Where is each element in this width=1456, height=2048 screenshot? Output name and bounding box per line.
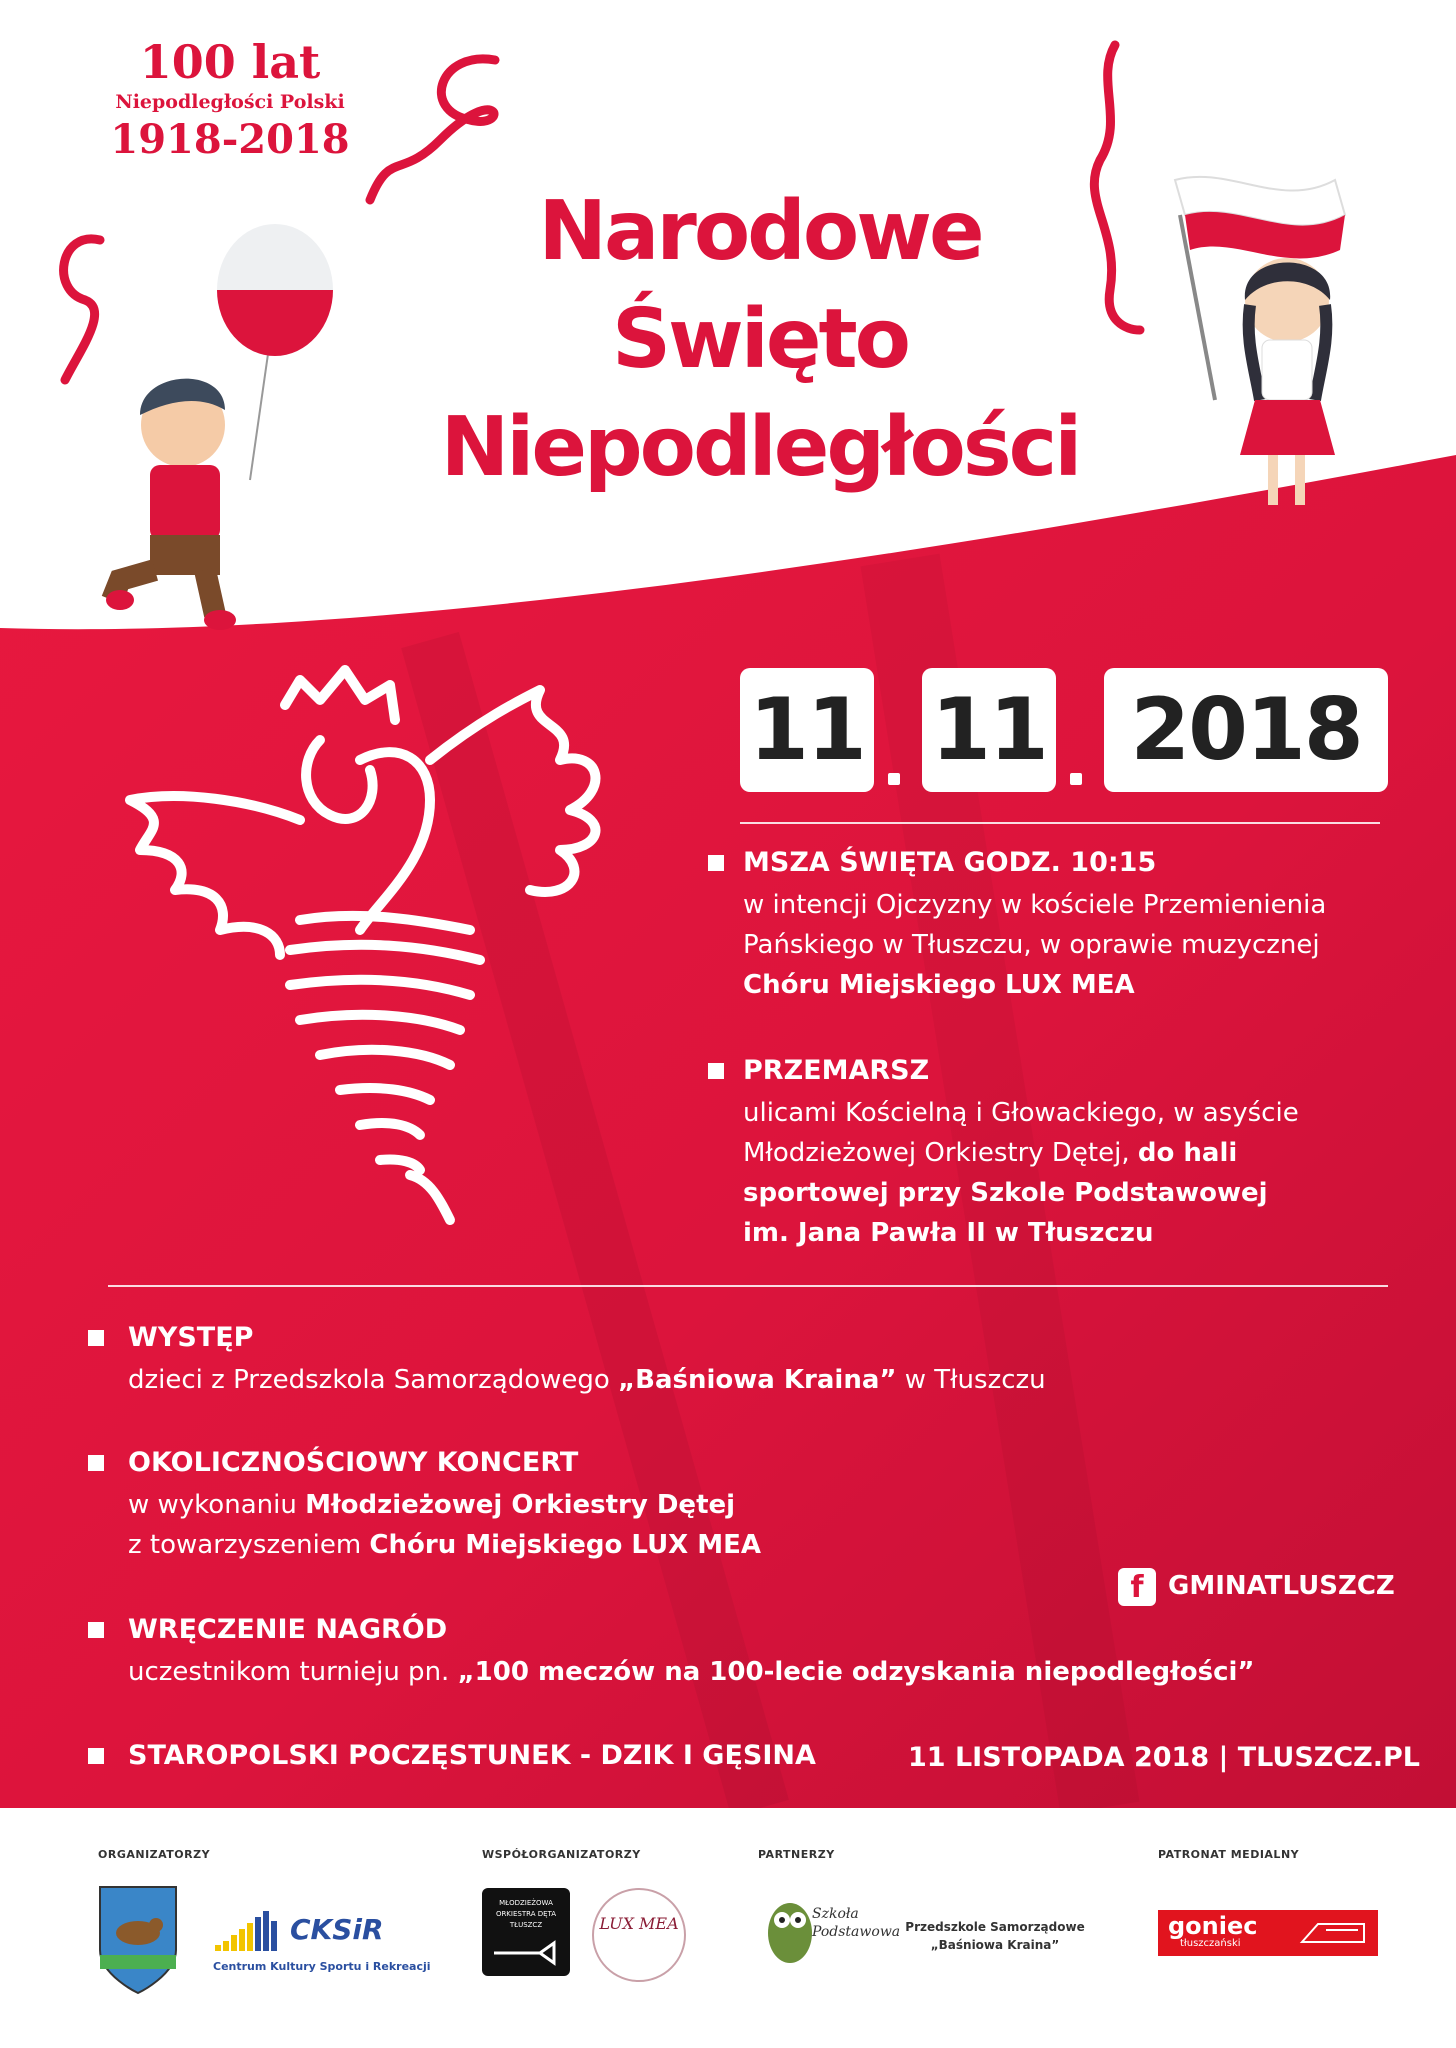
item-text-normal: z towarzyszeniem — [128, 1530, 370, 1560]
coorganizers-label: WSPÓŁORGANIZATORZY — [482, 1848, 641, 1861]
orchestra-logo-text: MŁODZIEŻOWA ORKIESTRA DĘTA TŁUSZCZ — [495, 1899, 557, 1929]
luxmea-text: LUX MEA — [599, 1914, 679, 1933]
bullet-square — [88, 1330, 104, 1346]
bullet-square — [88, 1622, 104, 1638]
item-text-normal: w wykonaniu — [128, 1490, 306, 1520]
partners-label: PARTNERZY — [758, 1848, 835, 1861]
cksir-full: Centrum Kultury Sportu i Rekreacji — [213, 1960, 431, 1973]
item-text — [128, 1525, 761, 1565]
date-separator-dot — [888, 773, 900, 785]
title-line1: Narodowe — [538, 184, 982, 279]
szkola-text: Szkoła Podstawowa — [812, 1906, 901, 1940]
item-text-normal: uczestnikom turnieju pn. — [128, 1657, 458, 1687]
item-text — [128, 1652, 1255, 1692]
bullet-square — [708, 1063, 724, 1079]
item-heading: WRĘCZENIE NAGRÓD — [128, 1614, 448, 1645]
item-text-bold: Chóru Miejskiego LUX MEA — [743, 970, 1135, 1000]
item-text-normal: w Tłuszczu — [896, 1365, 1046, 1395]
trumpet-icon — [482, 1931, 570, 1971]
facebook-label: GMINATLUSZCZ — [1168, 1571, 1395, 1601]
media-label: PATRONAT MEDIALNY — [1158, 1848, 1300, 1861]
item-text-normal: Młodzieżowej Orkiestry Dętej, — [743, 1138, 1138, 1168]
bullet-square — [708, 855, 724, 871]
item-text-bold: im. Jana Pawła II w Tłuszczu — [743, 1218, 1154, 1248]
item-text-bold: sportowej przy Szkole Podstawowej — [743, 1178, 1268, 1208]
item-heading: STAROPOLSKI POCZĘSTUNEK - DZIK I GĘSINA — [128, 1740, 816, 1771]
train-icon — [1298, 1918, 1370, 1948]
date-day-box — [740, 668, 874, 792]
goniec-title: goniec — [1168, 1912, 1258, 1940]
item-text — [128, 1485, 735, 1525]
item-text — [743, 965, 1135, 1005]
bullet-square — [88, 1748, 104, 1764]
anniversary-line2: Niepodległości Polski — [115, 91, 345, 113]
owl-icon — [760, 1888, 820, 1968]
goniec-subtitle: tłuszczański — [1180, 1938, 1241, 1949]
item-text-bold: „Baśniowa Kraina” — [618, 1365, 897, 1395]
anniversary-line1: 100 lat — [139, 35, 321, 89]
cksir-short: CKSiR — [290, 1913, 384, 1946]
page-title — [380, 178, 1140, 502]
przedszkole-logo — [900, 1918, 1090, 1954]
title-line3: Niepodległości — [440, 400, 1080, 495]
date-separator-dot — [1070, 773, 1082, 785]
organizers-label: ORGANIZATORZY — [98, 1848, 211, 1861]
orchestra-logo — [482, 1888, 570, 1976]
footer-date-website: 11 LISTOPADA 2018 | TLUSZCZ.PL — [908, 1742, 1421, 1773]
facebook-link[interactable] — [1118, 1566, 1395, 1606]
item-text — [743, 1173, 1268, 1213]
item-text: w intencji Ojczyzny w kościele Przemienienia — [743, 890, 1327, 920]
item-text: ulicami Kościelną i Głowackiego, w asyście — [743, 1098, 1299, 1128]
item-heading: PRZEMARSZ — [743, 1055, 930, 1086]
item-text: Pańskiego w Tłuszczu, w oprawie muzycznej — [743, 930, 1320, 960]
przedszkole-line1: Przedszkole Samorządowe — [905, 1920, 1085, 1934]
item-text-bold: do hali — [1137, 1138, 1238, 1168]
item-text-bold: Chóru Miejskiego LUX MEA — [369, 1530, 762, 1560]
title-line2: Święto — [611, 292, 909, 387]
item-heading: OKOLICZNOŚCIOWY KONCERT — [128, 1447, 579, 1478]
divider-line — [740, 822, 1380, 824]
date-month-box — [922, 668, 1056, 792]
date-month: 11 — [931, 680, 1047, 780]
item-text-normal: dzieci z Przedszkola Samorządowego — [128, 1365, 619, 1395]
przedszkole-line2: „Baśniowa Kraina” — [930, 1938, 1060, 1952]
item-heading: WYSTĘP — [128, 1322, 254, 1353]
anniversary-line3: 1918-2018 — [110, 116, 350, 163]
coat-of-arms-icon — [98, 1885, 178, 1995]
item-text — [743, 1133, 1237, 1173]
luxmea-logo — [592, 1888, 686, 1982]
goniec-logo — [1158, 1910, 1378, 1956]
item-heading: MSZA ŚWIĘTA GODZ. 10:15 — [743, 847, 1157, 878]
date-day: 11 — [749, 680, 865, 780]
bullet-square — [88, 1455, 104, 1471]
date-year-box — [1104, 668, 1388, 792]
anniversary-badge — [95, 35, 365, 165]
item-text-bold: „100 meczów na 100-lecie odzyskania niepodległości” — [457, 1657, 1255, 1687]
item-text-bold: Młodzieżowej Orkiestry Dętej — [305, 1490, 736, 1520]
item-text — [743, 1213, 1153, 1253]
facebook-icon: f — [1118, 1568, 1156, 1606]
divider-line — [108, 1285, 1388, 1287]
date-year: 2018 — [1130, 680, 1362, 780]
item-text — [128, 1360, 1046, 1400]
